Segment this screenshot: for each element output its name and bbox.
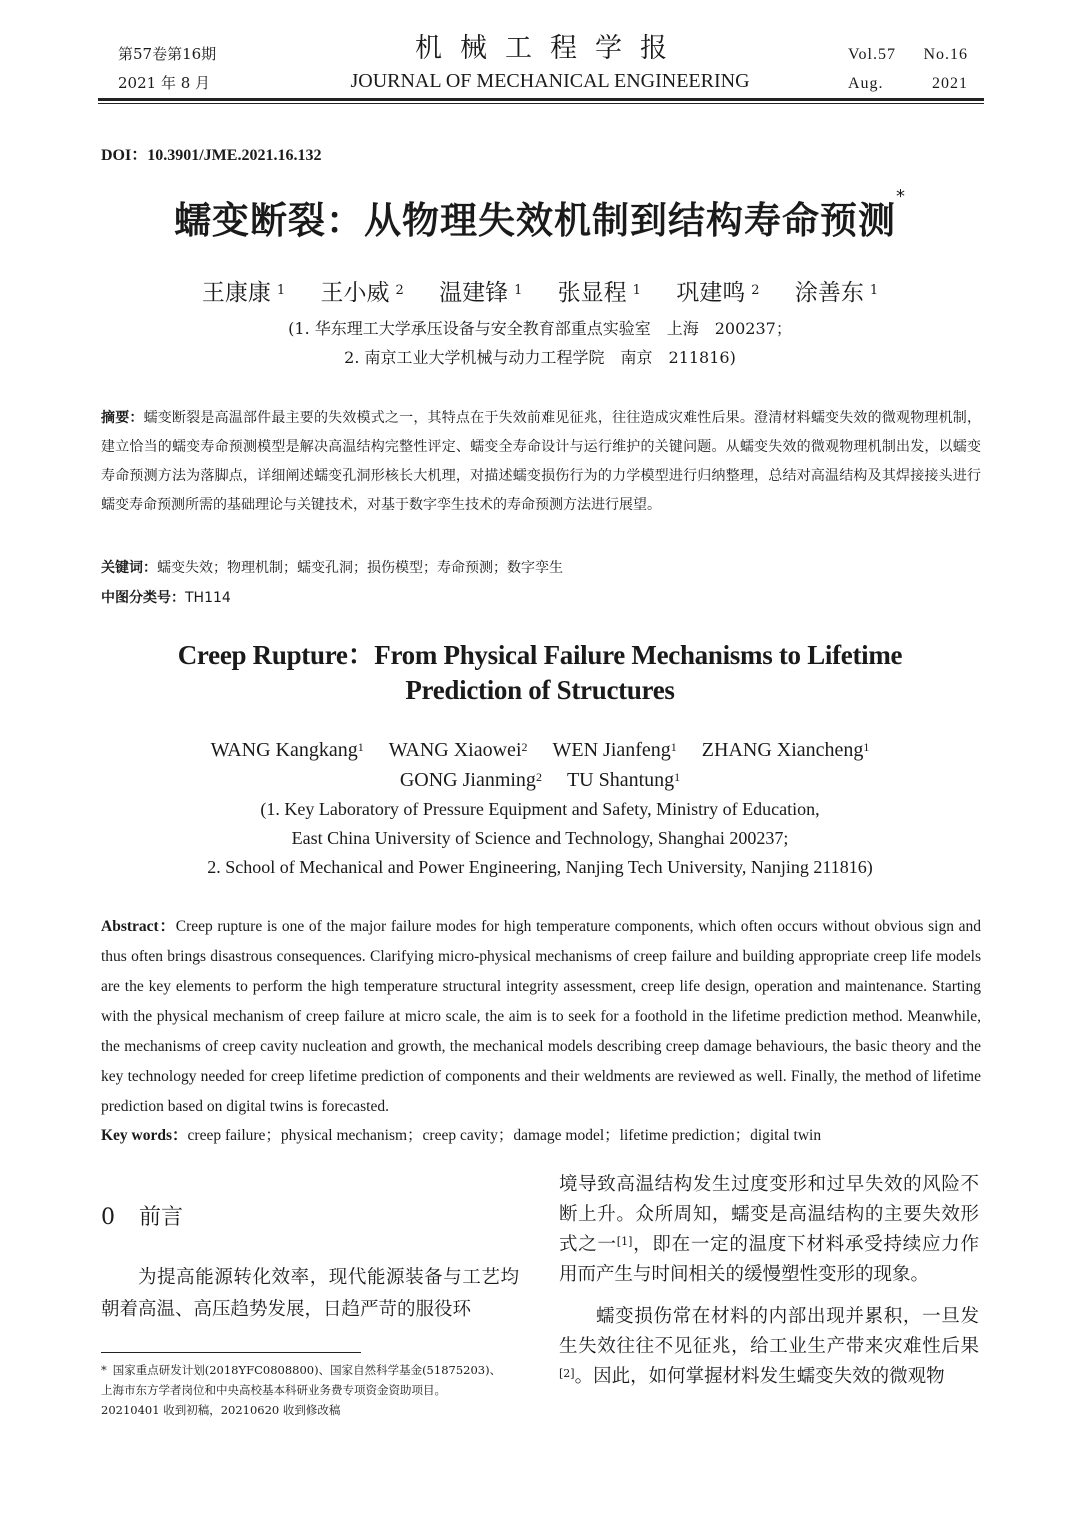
author-en: GONG Jianming$^2$: [399, 769, 542, 791]
keywords-en: [101, 1122, 981, 1150]
abstract-en-label: Abstract：: [101, 918, 176, 935]
abstract-en: [101, 912, 981, 1122]
author-en: WANG Xiaowei$^2$: [388, 739, 528, 761]
journal-name-en: JOURNAL OF MECHANICAL ENGINEERING: [350, 70, 750, 92]
author-cn: 巩建鸣 $^2$: [676, 280, 760, 306]
classification-cn: [101, 584, 981, 613]
section-number: 0: [101, 1205, 115, 1230]
citation-ref[interactable]: [1]: [616, 1235, 633, 1248]
header-no: No.16: [923, 46, 968, 63]
footnote-mark: *: [101, 1363, 107, 1377]
header-issue: 第57卷第16期: [118, 45, 217, 63]
affiliations-en: [100, 795, 980, 882]
author-cn: 张显程 $^1$: [557, 280, 641, 306]
title-cn: [60, 186, 1020, 244]
section-title: 前言: [139, 1205, 184, 1230]
citation-ref[interactable]: [2]: [559, 1367, 575, 1380]
body-left-column: 为提高能源转化效率，现代能源装备与工艺均朝着高温、高压趋势发展，日趋严苛的服役环: [101, 1267, 519, 1320]
body-right-column: [559, 1170, 979, 1392]
footnote-line: 20210401 收到初稿，20210620 收到修改稿: [101, 1403, 341, 1417]
journal-name-cn: 机械工程学报: [415, 33, 685, 64]
authors-cn: [60, 276, 1020, 310]
author-cn: 王小威 $^2$: [320, 280, 404, 306]
abstract-en-text: Creep rupture is one of the major failure modes for high temperature components, which often occurs without obvious sign and thus often brings disastrous consequences. Clarifying micro-physical mechanisms of creep failure and building appropriate creep life models are the key elements to perform the high temperature structural integrity assessment, creep life design, operation and maintenance. Starting with the physical mechanism of creep failure at micro scale, the aim is to seek for a foothold in the lifetime prediction method. Meanwhile, the mechanisms of creep cavity nucleation and growth, the mechanical models describing creep damage behaviours, the basic theory and the key technology needed for creep lifetime prediction of components and their weldments are reviewed as well. Finally, the method of lifetime prediction based on digital twins is forecasted.: [101, 918, 982, 1115]
header-month: Aug.: [848, 75, 884, 92]
authors-en: [100, 735, 980, 795]
classification-cn-text: TH114: [185, 590, 231, 606]
affiliations-cn: [60, 314, 1020, 372]
classification-cn-label: 中图分类号：: [101, 590, 185, 606]
title-cn-text: 蠕变断裂：从物理失效机制到结构寿命预测: [174, 199, 896, 242]
journal-name: [300, 32, 800, 96]
author-en: WEN Jianfeng$^1$: [552, 739, 677, 761]
affiliation-en-line: (1. Key Laboratory of Pressure Equipment and Safety, Ministry of Education,: [260, 799, 820, 819]
abstract-cn-label: 摘要：: [101, 410, 144, 426]
affiliation-en-line: 2. School of Mechanical and Power Engineering, Nanjing Tech University, Nanjing 211816): [207, 857, 873, 877]
author-cn: 王康康 $^1$: [201, 280, 286, 306]
author-en: WANG Kangkang$^1$: [210, 739, 364, 761]
footnote-line: 国家重点研发计划(2018YFC0808800)、国家自然科学基金(51875203)、: [112, 1363, 502, 1377]
title-en: Creep Rupture：From Physical Failure Mechanisms to Lifetime Prediction of Structures: [177, 640, 903, 705]
header-issue-block: [118, 40, 216, 98]
header-volume-block: [848, 40, 968, 98]
doi[interactable]: DOI：10.3901/JME.2021.16.132: [101, 147, 322, 164]
title-cn-footnote-mark: *: [896, 186, 906, 207]
abstract-cn-text: 蠕变断裂是高温部件最主要的失效模式之一，其特点在于失效前难见征兆，往往造成灾难性后果。澄清材料蠕变失效的微观物理机制，建立恰当的蠕变寿命预测模型是解决高温结构完整性评定、蠕变全寿命设计与运行维护的关键问题。从蠕变失效的微观物理机制出发，以蠕变寿命预测方法为落脚点，详细阐述蠕变孔洞形核长大机理，对描述蠕变损伤行为的力学模型进行归纳整理，总结对高温结构及其焊接接头进行蠕变寿命预测所需的基础理论与关键技术，对基于数字孪生技术的寿命预测方法进行展望。: [101, 410, 981, 513]
affiliation-cn-line: 2. 南京工业大学机械与动力工程学院 南京 211816): [344, 348, 736, 367]
affiliation-cn-line: (1. 华东理工大学承压设备与安全教育部重点实验室 上海 200237；: [288, 319, 792, 338]
body-paragraph: 境导致高温结构发生过度变形和过早失效的风险不断上升。众所周知，蠕变是高温结构的主要失效形式之一[1]，即在一定的温度下材料承受持续应力作用而产生与时间相关的缓慢塑性变形的现象。: [559, 1174, 979, 1285]
abstract-cn: [101, 404, 981, 520]
author-en: TU Shantung$^1$: [566, 769, 681, 791]
author-cn: 温建锋 $^1$: [439, 280, 523, 306]
author-en: ZHANG Xiancheng$^1$: [701, 739, 870, 761]
keywords-en-text: creep failure；physical mechanism；creep cavity；damage model；lifetime prediction；digital twin: [187, 1127, 822, 1144]
keywords-cn-text: 蠕变失效；物理机制；蠕变孔洞；损伤模型；寿命预测；数字孪生: [157, 560, 563, 576]
body-paragraph: 蠕变损伤常在材料的内部出现并累积，一旦发生失效往往不见征兆，给工业生产带来灾难性后果[2]。因此，如何掌握材料发生蠕变失效的微观物: [559, 1306, 979, 1387]
affiliation-en-line: East China University of Science and Technology, Shanghai 200237;: [291, 828, 789, 848]
keywords-cn: [101, 554, 981, 583]
author-cn: 涂善东 $^1$: [794, 280, 879, 306]
footnote-rule: [101, 1352, 361, 1353]
header-rule-thick: [98, 98, 984, 101]
section-heading: [101, 1200, 183, 1231]
header-year: 2021: [932, 75, 968, 92]
footnote-line: 上海市东方学者岗位和中央高校基本科研业务费专项资金资助项目。: [101, 1383, 446, 1397]
keywords-en-label: Key words：: [101, 1127, 188, 1144]
header-rule-thin: [98, 103, 984, 104]
header-date-cn: 2021 年 8 月: [118, 74, 211, 92]
keywords-cn-label: 关键词：: [101, 560, 157, 576]
footnote: [101, 1360, 526, 1420]
header-vol: Vol.57: [848, 46, 896, 63]
